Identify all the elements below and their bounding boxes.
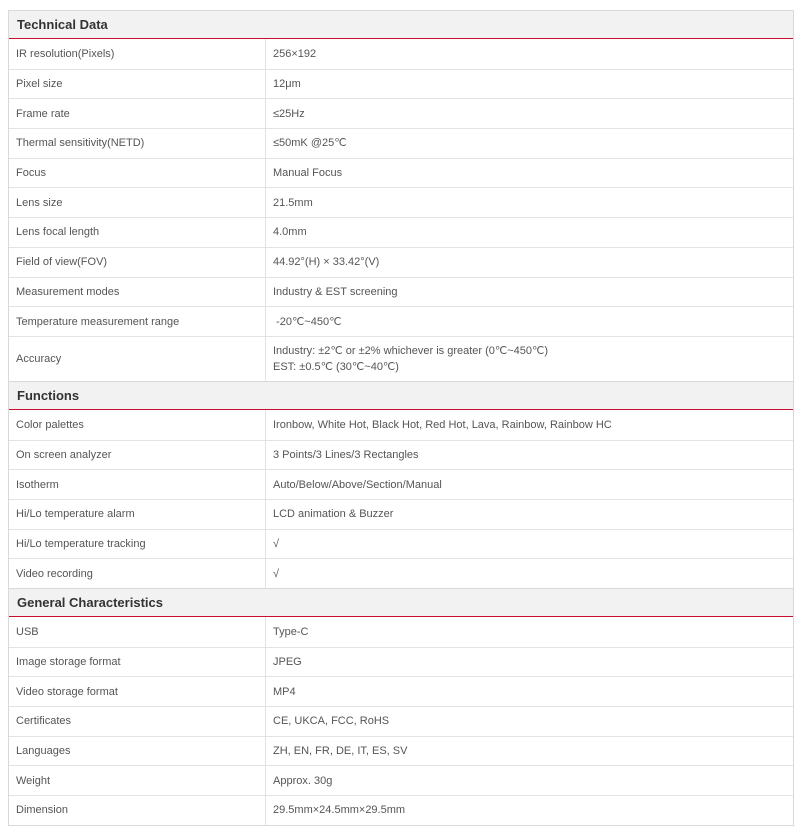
row-value: Approx. 30g	[273, 774, 333, 787]
row-label: Frame rate	[9, 99, 266, 128]
section-header-general-characteristics: General Characteristics	[9, 588, 793, 617]
row-value: Auto/Below/Above/Section/Manual	[273, 478, 442, 491]
row-label: Hi/Lo temperature tracking	[9, 530, 266, 559]
row-label: USB	[9, 617, 266, 647]
table-row	[9, 795, 793, 825]
row-value: ZH, EN, FR, DE, IT, ES, SV	[273, 745, 408, 758]
table-row	[9, 69, 793, 99]
table-row	[9, 706, 793, 736]
row-value: MP4	[273, 685, 296, 698]
row-value: ≤50mK @25℃	[273, 137, 347, 150]
row-value: 21.5mm	[273, 196, 313, 209]
row-value: JPEG	[273, 656, 302, 669]
table-row	[9, 676, 793, 706]
accuracy-line-est: EST: ±0.5℃ (30℃~40℃)	[273, 360, 399, 373]
table-row	[9, 410, 793, 440]
row-label: On screen analyzer	[9, 441, 266, 470]
row-value: 3 Points/3 Lines/3 Rectangles	[273, 448, 419, 461]
table-row	[9, 247, 793, 277]
row-label: Focus	[9, 159, 266, 188]
table-row	[9, 469, 793, 499]
table-row	[9, 617, 793, 647]
table-row	[9, 158, 793, 188]
table-row	[9, 306, 793, 336]
row-value: Type-C	[273, 625, 309, 638]
table-row	[9, 765, 793, 795]
row-value: -20℃~450℃	[273, 315, 342, 328]
row-label: Certificates	[9, 707, 266, 736]
row-label: Temperature measurement range	[9, 307, 266, 336]
row-label: Field of view(FOV)	[9, 248, 266, 277]
table-row	[9, 187, 793, 217]
section-header-technical-data: Technical Data	[9, 10, 793, 39]
row-value: 12μm	[273, 78, 301, 91]
row-label: Accuracy	[9, 337, 266, 381]
row-value	[266, 337, 793, 381]
table-row	[9, 128, 793, 158]
row-label: Lens focal length	[9, 218, 266, 247]
row-value: LCD animation & Buzzer	[273, 508, 394, 521]
spec-table	[8, 10, 794, 826]
row-label: Weight	[9, 766, 266, 795]
row-value: ≤25Hz	[273, 107, 305, 120]
row-value: CE, UKCA, FCC, RoHS	[273, 715, 390, 728]
row-value: Industry & EST screening	[273, 285, 398, 298]
row-label: Isotherm	[9, 470, 266, 499]
row-value: 4.0mm	[273, 226, 307, 239]
row-value: Ironbow, White Hot, Black Hot, Red Hot, Lava, Rainbow, Rainbow HC	[273, 418, 612, 431]
row-label: Hi/Lo temperature alarm	[9, 500, 266, 529]
row-value: 29.5mm×24.5mm×29.5mm	[273, 804, 406, 817]
section-header-functions: Functions	[9, 381, 793, 410]
row-label: Image storage format	[9, 648, 266, 677]
row-value: 256×192	[273, 47, 317, 60]
row-label: Video recording	[9, 559, 266, 588]
row-value: √	[273, 537, 280, 550]
table-row	[9, 277, 793, 307]
table-row	[9, 499, 793, 529]
row-value: 44.92°(H) × 33.42°(V)	[273, 256, 380, 269]
row-label: IR resolution(Pixels)	[9, 39, 266, 69]
row-label: Video storage format	[9, 677, 266, 706]
row-label: Measurement modes	[9, 278, 266, 307]
table-row	[9, 440, 793, 470]
table-row	[9, 98, 793, 128]
table-row	[9, 558, 793, 588]
row-label: Pixel size	[9, 70, 266, 99]
row-label: Color palettes	[9, 410, 266, 440]
table-row	[9, 736, 793, 766]
table-row	[9, 217, 793, 247]
accuracy-line-industry: Industry: ±2℃ or ±2% whichever is greater (0℃~450℃)	[273, 344, 549, 357]
row-label: Thermal sensitivity(NETD)	[9, 129, 266, 158]
table-row	[9, 529, 793, 559]
row-value: √	[273, 567, 280, 580]
table-row	[9, 336, 793, 381]
row-label: Dimension	[9, 796, 266, 825]
table-row	[9, 647, 793, 677]
table-row	[9, 39, 793, 69]
row-label: Lens size	[9, 188, 266, 217]
row-value: Manual Focus	[273, 167, 343, 180]
row-label: Languages	[9, 737, 266, 766]
